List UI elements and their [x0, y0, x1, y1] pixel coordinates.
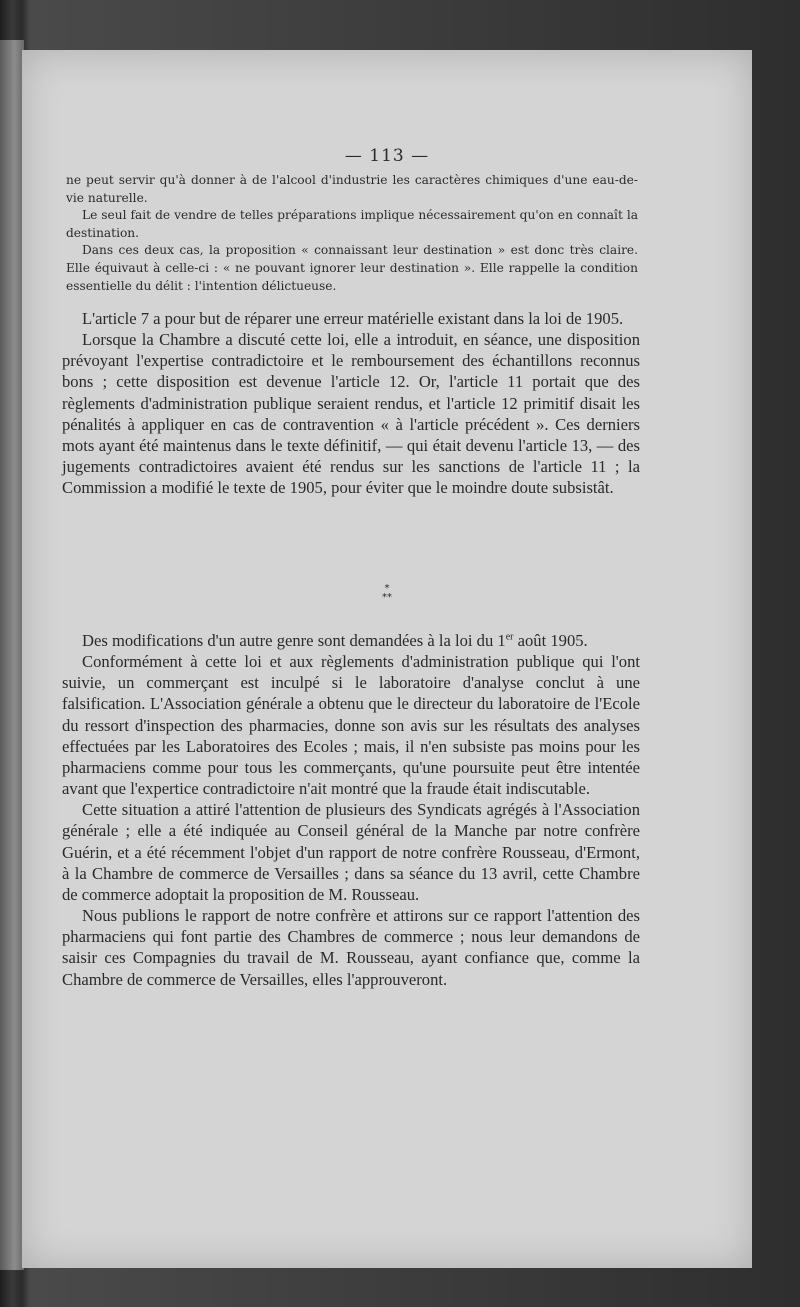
page-number: — 113 —: [344, 146, 430, 166]
body-paragraph-6: Nous publions le rapport de notre confrère et attirons sur ce rapport l'attention des pharmaciens qui font partie des Chambres de commerce ; nous leur demandons de saisir ces Compagnies du travail de M. Rousseau, ayant confiance que, comme la Chambre de commerce de Versailles, elles l'approuveront.: [62, 906, 640, 989]
asterism-bottom: **: [382, 592, 392, 603]
body-paragraph-2: Lorsque la Chambre a discuté cette loi, elle a introduit, en séance, une disposition prévoyant l'expertise contradictoire et le remboursement des échantillons reconnus bons ; cette disposition est devenue l'article 12. Or, l'article 11 portait que des règlements d'administration publique seraient rendus, et l'article 12 primitif disait les pénalités à appliquer en cas de contravention « à l'article précédent ». Ces derniers mots ayant été maintenus dans le texte définitif, — qui était devenu l'article 13, — des jugements contradictoires avaient été rendus sur les sanctions de l'article 11 ; la Commission a modifié le texte de 1905, pour éviter que le moindre doute subsistât.: [62, 330, 640, 498]
asterism-top: *: [384, 583, 390, 594]
previous-page-edge: [0, 40, 24, 1270]
body-paragraph-3: [62, 630, 640, 651]
body-paragraph-3-text: Des modifications d'un autre genre sont demandées à la loi du 1: [82, 631, 506, 650]
book-page: [22, 50, 752, 1268]
section-article-7: [62, 308, 640, 498]
body-paragraph-4: Conformément à cette loi et aux règlements d'administration publique qui l'ont suivie, un commerçant est inculpé si le laboratoire d'analyse conclut à une falsification. L'Association générale a obtenu que le directeur du laboratoire de l'Ecole du ressort d'inspection des pharmacies, donne son avis sur les résultats des analyses effectuées par les Laboratoires des Ecoles ; mais, il n'en subsiste pas moins pour les pharmaciens comme pour tous les commerçants, qu'une poursuite peut être intentée avant que l'expertice contradictoire n'ait montré que la fraude était indiscutable.: [62, 652, 640, 799]
body-paragraph-1: L'article 7 a pour but de réparer une erreur matérielle existant dans la loi de 1905.: [82, 309, 624, 328]
quoted-passage: [66, 172, 638, 295]
body-paragraph-3-end: août 1905.: [513, 631, 588, 650]
section-other-modifications: [62, 630, 640, 990]
quote-paragraph-2: Le seul fait de vendre de telles préparations implique nécessairement qu'on en connaît la destination.: [66, 208, 638, 240]
ordinal-superscript: er: [505, 631, 514, 643]
quote-paragraph-1: ne peut servir qu'à donner à de l'alcool d'industrie les caractères chimiques d'une eau-de-vie naturelle.: [66, 173, 638, 205]
quote-paragraph-3: Dans ces deux cas, la proposition « connaissant leur destination » est donc très claire. Elle équivaut à celle-ci : « ne pouvant ignorer leur destination ». Elle rappelle la condition essentielle du délit : l'intention délictueuse.: [66, 243, 638, 293]
asterism-separator: [22, 584, 752, 602]
body-paragraph-5: Cette situation a attiré l'attention de plusieurs des Syndicats agrégés à l'Association générale ; elle a été indiquée au Conseil général de la Manche par notre confrère Guérin, et a été récemment l'objet d'un rapport de notre confrère Rousseau, d'Ermont, à la Chambre de commerce de Versailles ; dans sa séance du 13 avril, cette Chambre de commerce adoptait la proposition de M. Rousseau.: [62, 800, 640, 904]
